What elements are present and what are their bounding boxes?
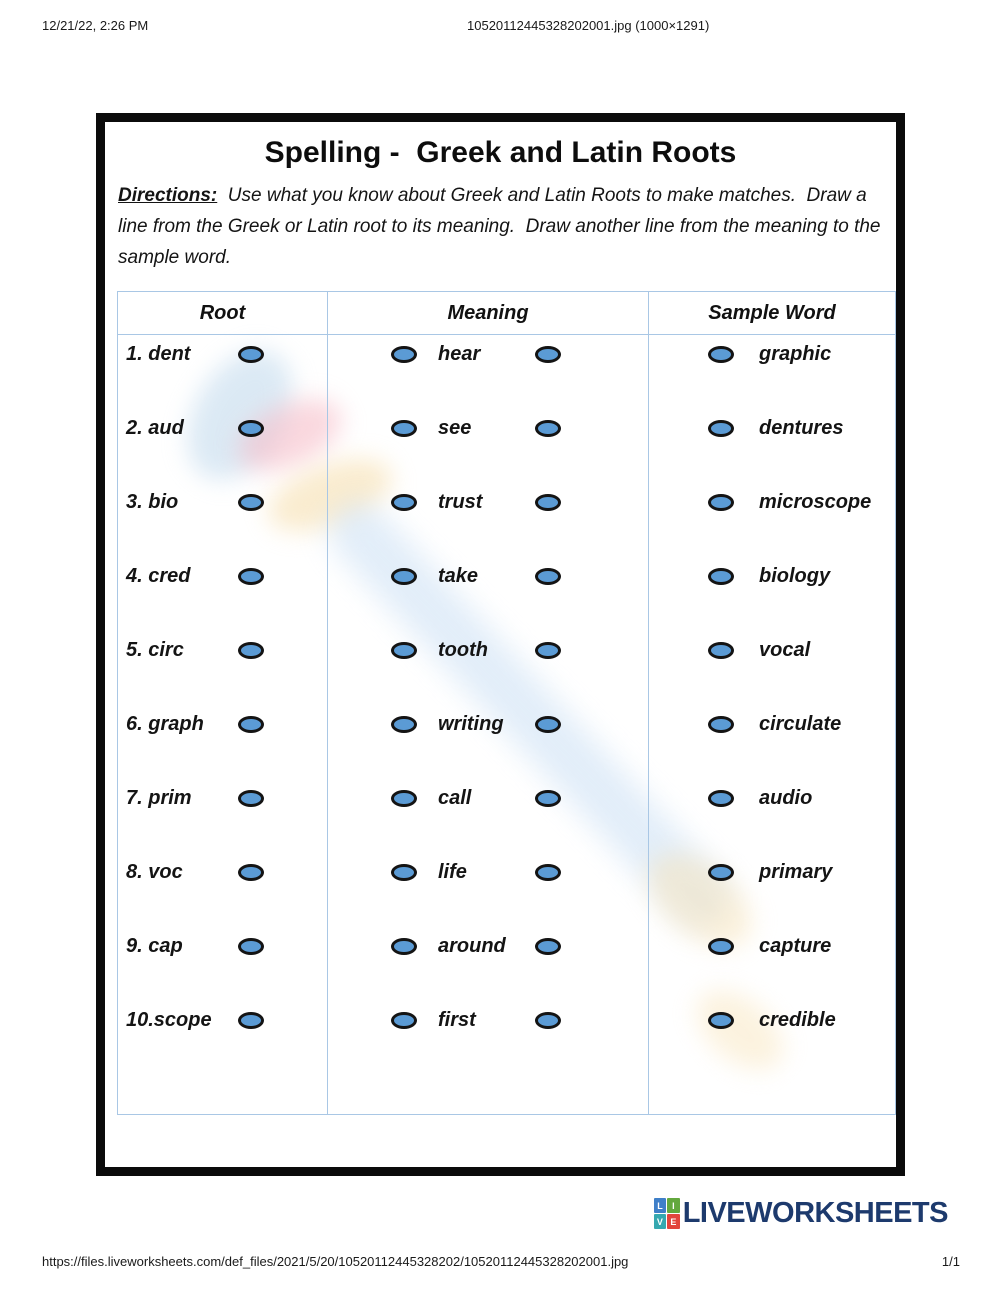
connector-oval[interactable]	[238, 1012, 264, 1029]
table-row-sample	[649, 781, 895, 815]
table-row-sample	[649, 633, 895, 667]
connector-oval[interactable]	[391, 1012, 417, 1029]
connector-oval[interactable]	[391, 938, 417, 955]
print-page-indicator: 1/1	[941, 1254, 960, 1269]
connector-oval[interactable]	[391, 642, 417, 659]
meaning-label: around	[438, 934, 506, 957]
liveworksheets-logo-text: LIVEWORKSHEETS	[682, 1197, 948, 1229]
table-row-root	[118, 633, 327, 667]
connector-oval[interactable]	[708, 938, 734, 955]
liveworksheets-logo-icon	[654, 1198, 680, 1229]
table-row-root	[118, 781, 327, 815]
directions-label: Directions:	[118, 185, 218, 206]
column-header-meaning: Meaning	[328, 292, 648, 335]
sample-word-label: audio	[759, 786, 813, 809]
connector-oval[interactable]	[708, 494, 734, 511]
root-label: 6. graph	[126, 712, 204, 735]
sample-word-label: capture	[759, 934, 832, 957]
connector-oval[interactable]	[708, 864, 734, 881]
meaning-label: call	[438, 786, 472, 809]
table-row-meaning	[328, 411, 648, 445]
connector-oval[interactable]	[708, 716, 734, 733]
connector-oval[interactable]	[391, 864, 417, 881]
meaning-label: first	[438, 1008, 476, 1031]
worksheet-title: Spelling - Greek and Latin Roots	[264, 136, 737, 169]
table-row-sample	[649, 929, 895, 963]
connector-oval[interactable]	[535, 494, 561, 511]
root-label: 8. voc	[126, 860, 183, 883]
root-label: 5. circ	[126, 638, 184, 661]
table-row-meaning	[328, 855, 648, 889]
connector-oval[interactable]	[391, 568, 417, 585]
connector-oval[interactable]	[391, 494, 417, 511]
column-root	[118, 292, 328, 1114]
table-row-root	[118, 1003, 327, 1037]
connector-oval[interactable]	[535, 346, 561, 363]
logo-tile: L	[654, 1198, 667, 1213]
print-header	[42, 18, 958, 33]
connector-oval[interactable]	[391, 420, 417, 437]
root-label: 10.scope	[126, 1008, 212, 1031]
connector-oval[interactable]	[535, 716, 561, 733]
meaning-label: life	[438, 860, 467, 883]
table-row-root	[118, 411, 327, 445]
connector-oval[interactable]	[238, 716, 264, 733]
root-label: 7. prim	[126, 786, 192, 809]
connector-oval[interactable]	[535, 420, 561, 437]
connector-oval[interactable]	[708, 642, 734, 659]
logo-tile: I	[667, 1198, 680, 1213]
sample-word-label: primary	[759, 860, 833, 883]
meaning-label: see	[438, 416, 472, 439]
table-row-sample	[649, 485, 895, 519]
worksheet-directions	[118, 180, 886, 273]
sample-word-label: vocal	[759, 638, 811, 661]
table-row-meaning	[328, 707, 648, 741]
table-row-sample	[649, 337, 895, 371]
connector-oval[interactable]	[238, 864, 264, 881]
meaning-label: writing	[438, 712, 504, 735]
connector-oval[interactable]	[238, 346, 264, 363]
table-row-sample	[649, 1003, 895, 1037]
column-header-root: Root	[118, 292, 327, 335]
connector-oval[interactable]	[708, 420, 734, 437]
table-row-sample	[649, 559, 895, 593]
connector-oval[interactable]	[535, 864, 561, 881]
root-label: 4. cred	[126, 564, 191, 587]
table-row-root	[118, 929, 327, 963]
connector-oval[interactable]	[238, 494, 264, 511]
table-row-root	[118, 855, 327, 889]
table-row-meaning	[328, 485, 648, 519]
meaning-label: trust	[438, 490, 483, 513]
connector-oval[interactable]	[708, 346, 734, 363]
table-row-root	[118, 559, 327, 593]
table-row-sample	[649, 707, 895, 741]
table-row-root	[118, 337, 327, 371]
sample-word-label: dentures	[759, 416, 844, 439]
connector-oval[interactable]	[238, 938, 264, 955]
table-row-meaning	[328, 559, 648, 593]
matching-table	[117, 291, 896, 1115]
liveworksheets-logo	[654, 1197, 948, 1230]
connector-oval[interactable]	[535, 938, 561, 955]
root-label: 1. dent	[126, 342, 191, 365]
table-row-sample	[649, 411, 895, 445]
meaning-label: tooth	[438, 638, 488, 661]
directions-text: Use what you know about Greek and Latin Roots to make matches. Draw a line from the Greek or Latin root to its meaning. Draw another line from the meaning to the sample word.	[118, 185, 886, 268]
print-footer	[42, 1254, 960, 1269]
table-row-meaning	[328, 929, 648, 963]
print-datetime: 12/21/22, 2:26 PM	[42, 18, 149, 33]
column-header-sample-word: Sample Word	[649, 292, 895, 335]
connector-oval[interactable]	[535, 1012, 561, 1029]
meaning-label: take	[438, 564, 479, 587]
table-row-meaning	[328, 1003, 648, 1037]
print-url: https://files.liveworksheets.com/def_files/2021/5/20/10520112445328202/10520112445328202001.jpg	[42, 1254, 629, 1269]
table-row-meaning	[328, 781, 648, 815]
sample-word-label: circulate	[759, 712, 842, 735]
column-sample-word	[649, 292, 895, 1114]
connector-oval[interactable]	[238, 790, 264, 807]
sample-word-label: biology	[759, 564, 831, 587]
connector-oval[interactable]	[708, 568, 734, 585]
sample-word-label: microscope	[759, 490, 872, 513]
root-label: 3. bio	[126, 490, 179, 513]
table-row-root	[118, 707, 327, 741]
logo-tile: E	[667, 1214, 680, 1229]
connector-oval[interactable]	[391, 716, 417, 733]
worksheet-image	[96, 113, 905, 1176]
table-row-sample	[649, 855, 895, 889]
table-row-meaning	[328, 337, 648, 371]
connector-oval[interactable]	[708, 1012, 734, 1029]
root-label: 9. cap	[126, 934, 183, 957]
meaning-label: hear	[438, 342, 481, 365]
connector-oval[interactable]	[535, 642, 561, 659]
connector-oval[interactable]	[391, 790, 417, 807]
root-label: 2. aud	[126, 416, 184, 439]
connector-oval[interactable]	[535, 790, 561, 807]
print-document-title: 10520112445328202001.jpg (1000×1291)	[467, 18, 710, 33]
connector-oval[interactable]	[238, 420, 264, 437]
logo-tile: V	[654, 1214, 667, 1229]
connector-oval[interactable]	[708, 790, 734, 807]
connector-oval[interactable]	[238, 568, 264, 585]
table-row-meaning	[328, 633, 648, 667]
connector-oval[interactable]	[391, 346, 417, 363]
sample-word-label: credible	[759, 1008, 836, 1031]
column-meaning	[328, 292, 649, 1114]
connector-oval[interactable]	[238, 642, 264, 659]
sample-word-label: graphic	[759, 342, 832, 365]
table-row-root	[118, 485, 327, 519]
connector-oval[interactable]	[535, 568, 561, 585]
